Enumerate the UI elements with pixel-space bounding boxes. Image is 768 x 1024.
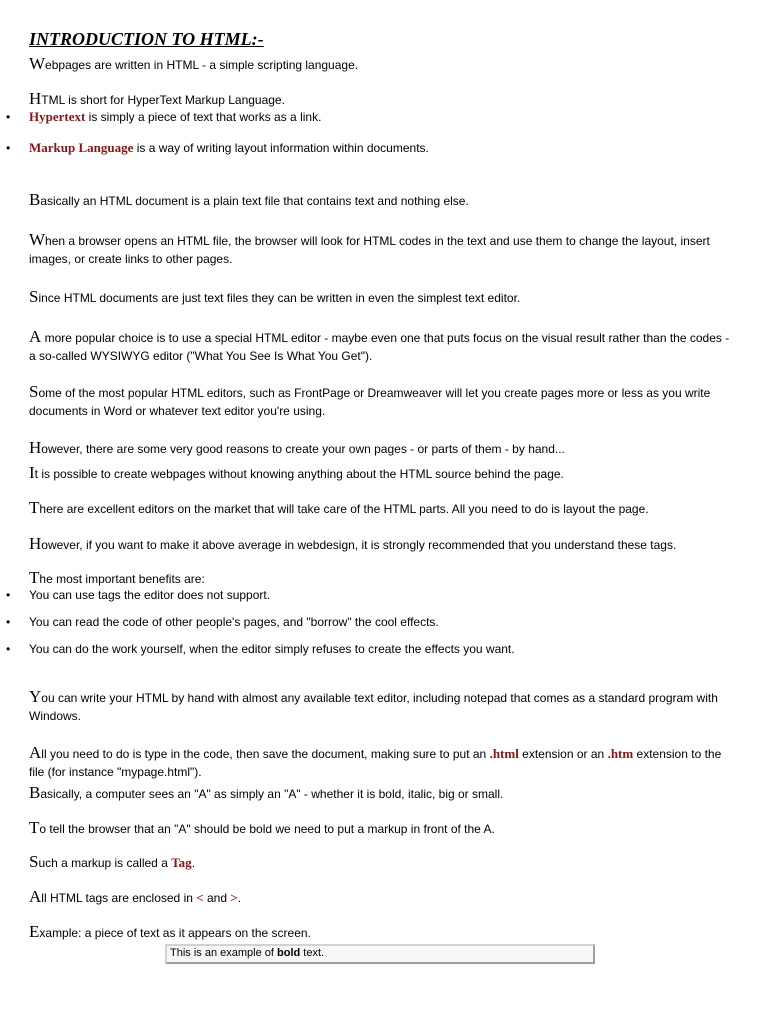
page-title: INTRODUCTION TO HTML:- (29, 29, 264, 49)
example-bold-word: bold (277, 947, 301, 959)
drop-cap: H (29, 89, 42, 108)
term-htm-extension: .htm (607, 746, 634, 761)
bullet-marker: • (6, 110, 11, 124)
paragraph-by-hand: You can write your HTML by hand with almost any available text editor, including notepad that comes as a standard program with Windows. (29, 687, 718, 723)
term-markup-language: Markup Language (29, 140, 134, 155)
paragraph-editors-market: There are excellent editors on the market that will take care of the HTML parts. All you need to do is layout the page. (29, 498, 649, 517)
paragraph-benefits-heading: The most important benefits are: (29, 568, 205, 587)
term-less-than: < (196, 890, 204, 905)
drop-cap: B (29, 783, 41, 802)
drop-cap: T (29, 498, 40, 517)
paragraph-example: Example: a piece of text as it appears on the screen. (29, 922, 311, 941)
term-html-extension: .html (489, 746, 519, 761)
drop-cap: H (29, 534, 42, 553)
benefit-item: You can use tags the editor does not support. (29, 588, 271, 602)
drop-cap: Y (29, 687, 42, 706)
paragraph-computer-sees: Basically, a computer sees an "A" as simply an "A" - whether it is bold, italic, big or small. (29, 783, 504, 802)
term-tag: Tag (171, 855, 192, 870)
term-greater-than: > (230, 890, 238, 905)
paragraph-possible: It is possible to create webpages without knowing anything about the HTML source behind the page. (29, 463, 564, 482)
bullet-marker: • (6, 615, 11, 629)
bullet-marker: • (6, 642, 11, 656)
paragraph-above-average: However, if you want to make it above average in webdesign, it is strongly recommended that you understand these tags. (29, 534, 677, 553)
paragraph-save-document: All you need to do is type in the code, then save the document, making sure to put an .html extension or an .htm extension to the file (for instance "mypage.html"). (29, 743, 722, 779)
paragraph-markup-bold: To tell the browser that an "A" should be bold we need to put a markup in front of the A. (29, 818, 495, 837)
benefit-item: You can read the code of other people's pages, and "borrow" the cool effects. (29, 615, 439, 629)
benefit-item: You can do the work yourself, when the editor simply refuses to create the effects you want. (29, 642, 515, 656)
drop-cap: W (29, 230, 46, 249)
drop-cap: S (29, 852, 39, 871)
drop-cap: T (29, 818, 40, 837)
paragraph-browser: When a browser opens an HTML file, the browser will look for HTML codes in the text and use them to change the layout, insert images, or create links to other pages. (29, 230, 710, 266)
paragraph-wysiwyg: A more popular choice is to use a special HTML editor - maybe even one that puts focus on the visual result rather than the codes - a so-called WYSIWYG editor ("What You See Is What You Get"). (29, 327, 730, 363)
bullet-hypertext: Hypertext is simply a piece of text that works as a link. (29, 109, 322, 124)
drop-cap: S (29, 382, 39, 401)
drop-cap: T (29, 568, 40, 587)
drop-cap: S (29, 287, 39, 306)
paragraph-reasons: However, there are some very good reasons to create your own pages - or parts of them - by hand... (29, 438, 565, 457)
bullet-markup-language: Markup Language is a way of writing layout information within documents. (29, 140, 429, 155)
drop-cap: W (29, 54, 46, 73)
paragraph-intro: Webpages are written in HTML - a simple scripting language. (29, 54, 359, 73)
bullet-marker: • (6, 141, 11, 155)
drop-cap: E (29, 922, 40, 941)
drop-cap: B (29, 190, 41, 209)
paragraph-plain-text: Basically an HTML document is a plain text file that contains text and nothing else. (29, 190, 469, 209)
example-output-box: This is an example of bold text. (165, 944, 595, 964)
paragraph-html-definition: HTML is short for HyperText Markup Language. (29, 89, 285, 108)
paragraph-text-editor: Since HTML documents are just text files they can be written in even the simplest text editor. (29, 287, 521, 306)
paragraph-enclosed: All HTML tags are enclosed in < and >. (29, 887, 242, 906)
bullet-marker: • (6, 588, 11, 602)
drop-cap: A (29, 887, 42, 906)
drop-cap: A (29, 327, 42, 346)
drop-cap: A (29, 743, 42, 762)
paragraph-popular-editors: Some of the most popular HTML editors, such as FrontPage or Dreamweaver will let you create pages more or less as you write documents in Word or whatever text editor you're using. (29, 382, 711, 418)
drop-cap: H (29, 438, 42, 457)
term-hypertext: Hypertext (29, 109, 86, 124)
paragraph-tag: Such a markup is called a Tag. (29, 852, 196, 871)
drop-cap: I (29, 463, 35, 482)
